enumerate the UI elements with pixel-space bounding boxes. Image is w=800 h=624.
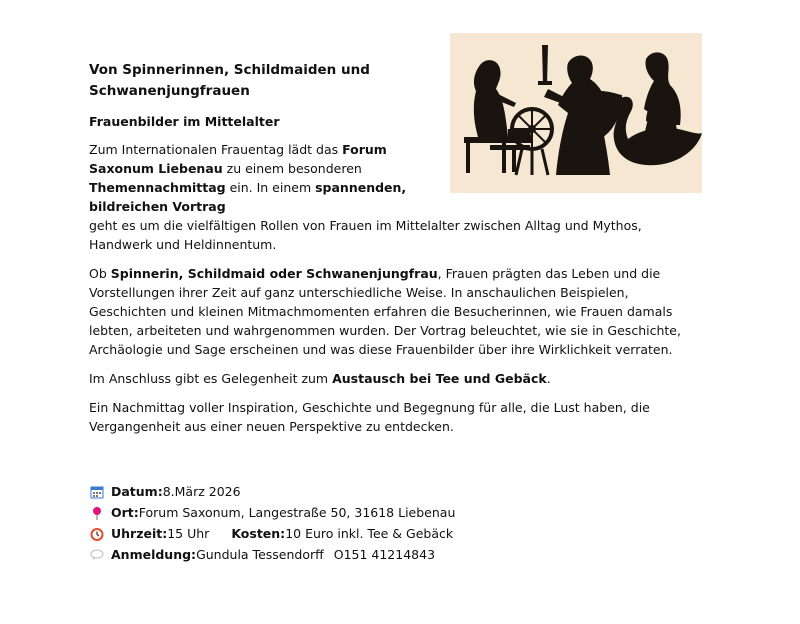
date-row: Datum: 8.März 2026 <box>89 481 689 502</box>
closing-paragraph: Ein Nachmittag voller Inspiration, Geschichte und Begegnung für alle, die Lust haben, die Vergangenheit aus einer neuen Perspektive zu entdecken. <box>89 400 650 434</box>
registration-row: Anmeldung: Gundula Tessendorff O151 41214843 <box>89 544 689 565</box>
event-title: Von Spinnerinnen, Schildmaiden und Schwanenjungfrauen <box>89 62 370 99</box>
time-cost-row: Uhrzeit: 15 Uhr Kosten: 10 Euro inkl. Tee & Gebäck <box>89 523 689 544</box>
pin-icon <box>89 505 105 521</box>
description-paragraph: Ob Spinnerin, Schildmaid oder Schwanenjungfrau, Frauen prägten das Leben und die Vorstellungen ihrer Zeit auf ganz unterschiedliche Weise. In anschaulichen Beispielen, Geschichten und kleinen Mitmachmomenten erfahren die Besucherinnen, wie Frauen damals lebten, arbeiteten und wahrgenommen wurden. Der Vortrag beleuchtet, wie sie in Geschichte, Archäologie und Sage erscheinen und was diese Frauenbilder über ihre Wirklichkeit verraten. <box>89 266 681 357</box>
place-row: Ort: Forum Saxonum, Langestraße 50, 31618 Liebenau <box>89 502 689 523</box>
speech-bubble-icon <box>89 547 105 563</box>
talk-highlight: spannenden, bildreichen Vortrag <box>89 180 407 214</box>
calendar-icon <box>89 484 105 500</box>
roles-highlight: Spinnerin, Schildmaid oder Schwanenjungfrau <box>110 266 438 281</box>
event-info <box>89 481 689 565</box>
theme-highlight: Themennachmittag <box>89 180 226 195</box>
intro-paragraph: Zum Internationalen Frauentag lädt das Forum Saxonum Liebenau zu einem besonderen Themennachmittag ein. In einem spannenden, bildreichen Vortrag geht es um die vielfältigen Rollen von Frauen im Mittelalter zwischen Alltag und Mythos, Handwerk und Heldinnentum. <box>89 142 642 252</box>
event-subtitle: Frauenbilder im Mittelalter <box>89 114 280 129</box>
tea-highlight: Austausch bei Tee und Gebäck <box>332 371 547 386</box>
alarm-clock-icon <box>89 526 105 542</box>
main-text <box>89 60 689 446</box>
venue-highlight: Forum Saxonum Liebenau <box>89 142 387 176</box>
followup-paragraph: Im Anschluss gibt es Gelegenheit zum Austausch bei Tee und Gebäck. <box>89 371 551 386</box>
